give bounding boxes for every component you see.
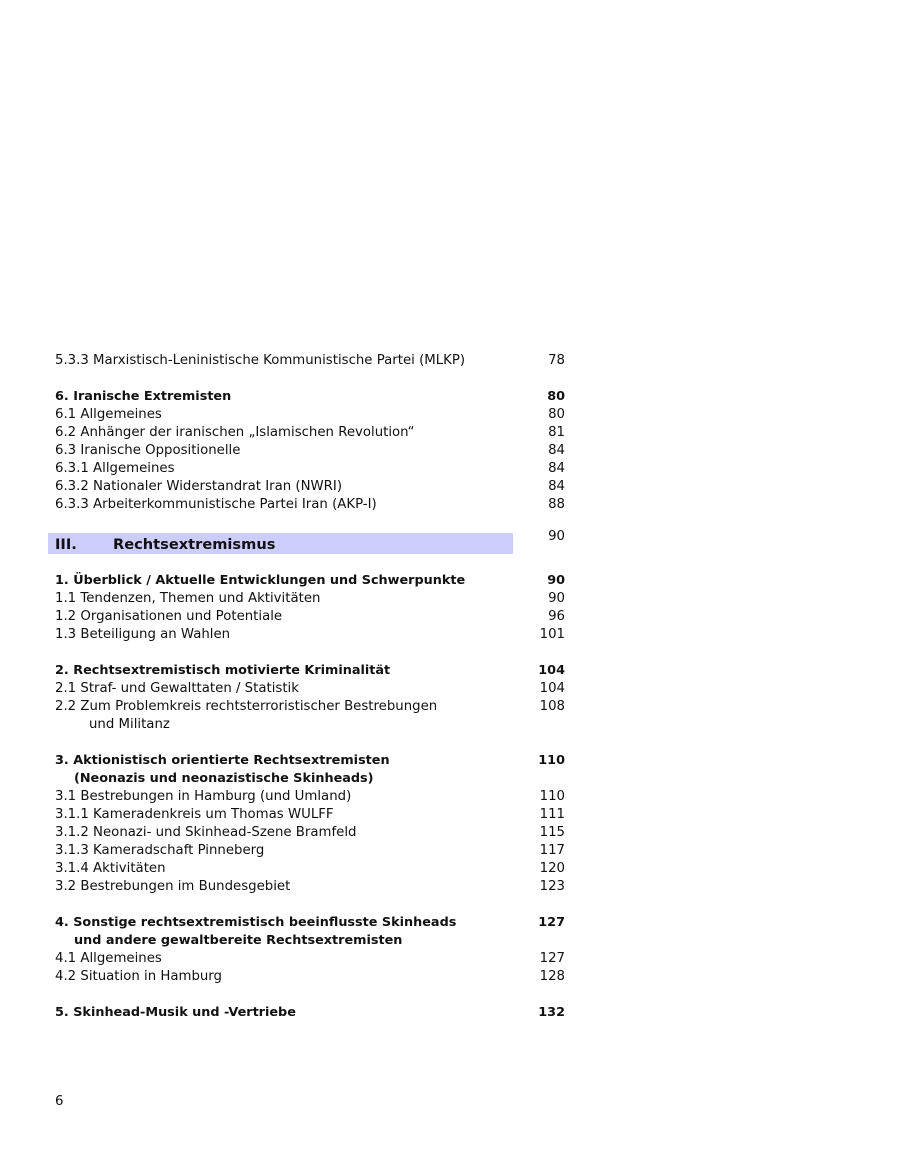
toc-entry-page: 127 — [539, 951, 565, 966]
toc-entry-label: 3.1.1 Kameradenkreis um Thomas WULFF — [55, 807, 334, 822]
toc-entry-3-2 — [55, 878, 565, 896]
toc-heading-label: 3. Aktionistisch orientierte Rechtsextremisten — [55, 753, 390, 768]
toc-entry-page: 120 — [539, 861, 565, 876]
toc-entry-6-3 — [55, 442, 565, 460]
toc-entry-label: 6.2 Anhänger der iranischen „Islamischen Revolution“ — [55, 425, 415, 440]
toc-entry-label-continuation: und Militanz — [89, 717, 170, 732]
toc-entry-page: 117 — [539, 843, 565, 858]
toc-entry-1-3 — [55, 626, 565, 644]
toc-heading-4 — [55, 914, 565, 932]
toc-entry-page: 101 — [539, 627, 565, 642]
toc-heading-page: 80 — [547, 389, 565, 404]
toc-entry-page: 111 — [539, 807, 565, 822]
toc-heading-label: 2. Rechtsextremistisch motivierte Kriminalität — [55, 663, 391, 678]
toc-entry-label: 3.2 Bestrebungen im Bundesgebiet — [55, 879, 291, 894]
toc-entry-page: 88 — [548, 497, 565, 512]
toc-entry-label: 2.2 Zum Problemkreis rechtsterroristischer Bestrebungen — [55, 699, 438, 714]
section-title: Rechtsextremismus — [113, 536, 276, 553]
toc-entry-page: 80 — [548, 407, 565, 422]
toc-heading-1 — [55, 572, 565, 590]
toc-entry-1-1 — [55, 590, 565, 608]
toc-entry-6-2 — [55, 424, 565, 442]
toc-heading-3-continuation — [55, 770, 565, 788]
toc-heading-page: 104 — [538, 663, 565, 678]
toc-entry-2-2 — [55, 698, 565, 716]
toc-entry-3-1-1 — [55, 806, 565, 824]
toc-heading-label: 4. Sonstige rechtsextremistisch beeinflusste Skinheads — [55, 915, 457, 930]
toc-entry-page: 110 — [539, 789, 565, 804]
toc-heading-page: 127 — [538, 915, 565, 930]
toc-entry-label: 2.1 Straf- und Gewalttaten / Statistik — [55, 681, 299, 696]
toc-entry-3-1-3 — [55, 842, 565, 860]
toc-entry-label: 6.3 Iranische Oppositionelle — [55, 443, 241, 458]
toc-heading-3 — [55, 752, 565, 770]
toc-entry-page: 84 — [548, 443, 565, 458]
toc-entry-page: 84 — [548, 461, 565, 476]
toc-heading-label-continuation: (Neonazis und neonazistische Skinheads) — [74, 771, 374, 786]
toc-section-iii — [55, 529, 565, 554]
page-number: 6 — [55, 1094, 64, 1109]
toc-entry-6-1 — [55, 406, 565, 424]
toc-entry-6-3-3 — [55, 496, 565, 514]
toc-entry-label: 1.2 Organisationen und Potentiale — [55, 609, 283, 624]
toc-entry-page: 123 — [539, 879, 565, 894]
toc-entry-page: 108 — [539, 699, 565, 714]
toc-entry-3-1-2 — [55, 824, 565, 842]
toc-entry-label: 4.1 Allgemeines — [55, 951, 162, 966]
toc-entry-2-2-continuation — [55, 716, 565, 734]
toc-entry-page: 81 — [548, 425, 565, 440]
toc-heading-label: 5. Skinhead-Musik und -Vertriebe — [55, 1005, 296, 1020]
toc-heading-2 — [55, 662, 565, 680]
toc-heading-page: 110 — [538, 753, 565, 768]
toc-entry-label: 6.3.1 Allgemeines — [55, 461, 175, 476]
toc-entry-5-3-3 — [55, 352, 565, 370]
toc-entry-3-1-4 — [55, 860, 565, 878]
toc-entry-label: 1.1 Tendenzen, Themen und Aktivitäten — [55, 591, 321, 606]
toc-entry-label: 6.1 Allgemeines — [55, 407, 162, 422]
toc-entry-page: 84 — [548, 479, 565, 494]
toc-entry-label: 6.3.3 Arbeiterkommunistische Partei Iran (AKP-I) — [55, 497, 377, 512]
toc-heading-6 — [55, 388, 565, 406]
section-number: III. — [55, 536, 77, 553]
toc-heading-page: 132 — [538, 1005, 565, 1020]
toc-entry-label: 3.1.2 Neonazi- und Skinhead-Szene Bramfeld — [55, 825, 357, 840]
toc-entry-2-1 — [55, 680, 565, 698]
toc-entry-3-1 — [55, 788, 565, 806]
toc-entry-label: 3.1.4 Aktivitäten — [55, 861, 166, 876]
toc-entry-page: 104 — [539, 681, 565, 696]
toc-entry-label: 1.3 Beteiligung an Wahlen — [55, 627, 231, 642]
table-of-contents — [55, 352, 565, 1022]
toc-entry-4-2 — [55, 968, 565, 986]
toc-entry-label: 3.1.3 Kameradschaft Pinneberg — [55, 843, 265, 858]
toc-heading-label: 1. Überblick / Aktuelle Entwicklungen und Schwerpunkte — [55, 573, 466, 588]
toc-entry-6-3-1 — [55, 460, 565, 478]
toc-entry-page: 128 — [539, 969, 565, 984]
toc-entry-1-2 — [55, 608, 565, 626]
toc-entry-label: 5.3.3 Marxistisch-Leninistische Kommunistische Partei (MLKP) — [55, 353, 466, 368]
toc-entry-page: 90 — [548, 591, 565, 606]
section-page: 90 — [548, 529, 565, 544]
toc-heading-4-continuation — [55, 932, 565, 950]
toc-heading-label-continuation: und andere gewaltbereite Rechtsextremisten — [74, 933, 403, 948]
toc-entry-label: 6.3.2 Nationaler Widerstandrat Iran (NWRI) — [55, 479, 343, 494]
toc-entry-6-3-2 — [55, 478, 565, 496]
toc-entry-4-1 — [55, 950, 565, 968]
toc-entry-page: 115 — [539, 825, 565, 840]
toc-heading-page: 90 — [547, 573, 565, 588]
toc-entry-label: 3.1 Bestrebungen in Hamburg (und Umland) — [55, 789, 352, 804]
toc-entry-page: 96 — [548, 609, 565, 624]
toc-entry-label: 4.2 Situation in Hamburg — [55, 969, 222, 984]
toc-heading-5 — [55, 1004, 565, 1022]
toc-heading-label: 6. Iranische Extremisten — [55, 389, 232, 404]
toc-entry-page: 78 — [548, 353, 565, 368]
